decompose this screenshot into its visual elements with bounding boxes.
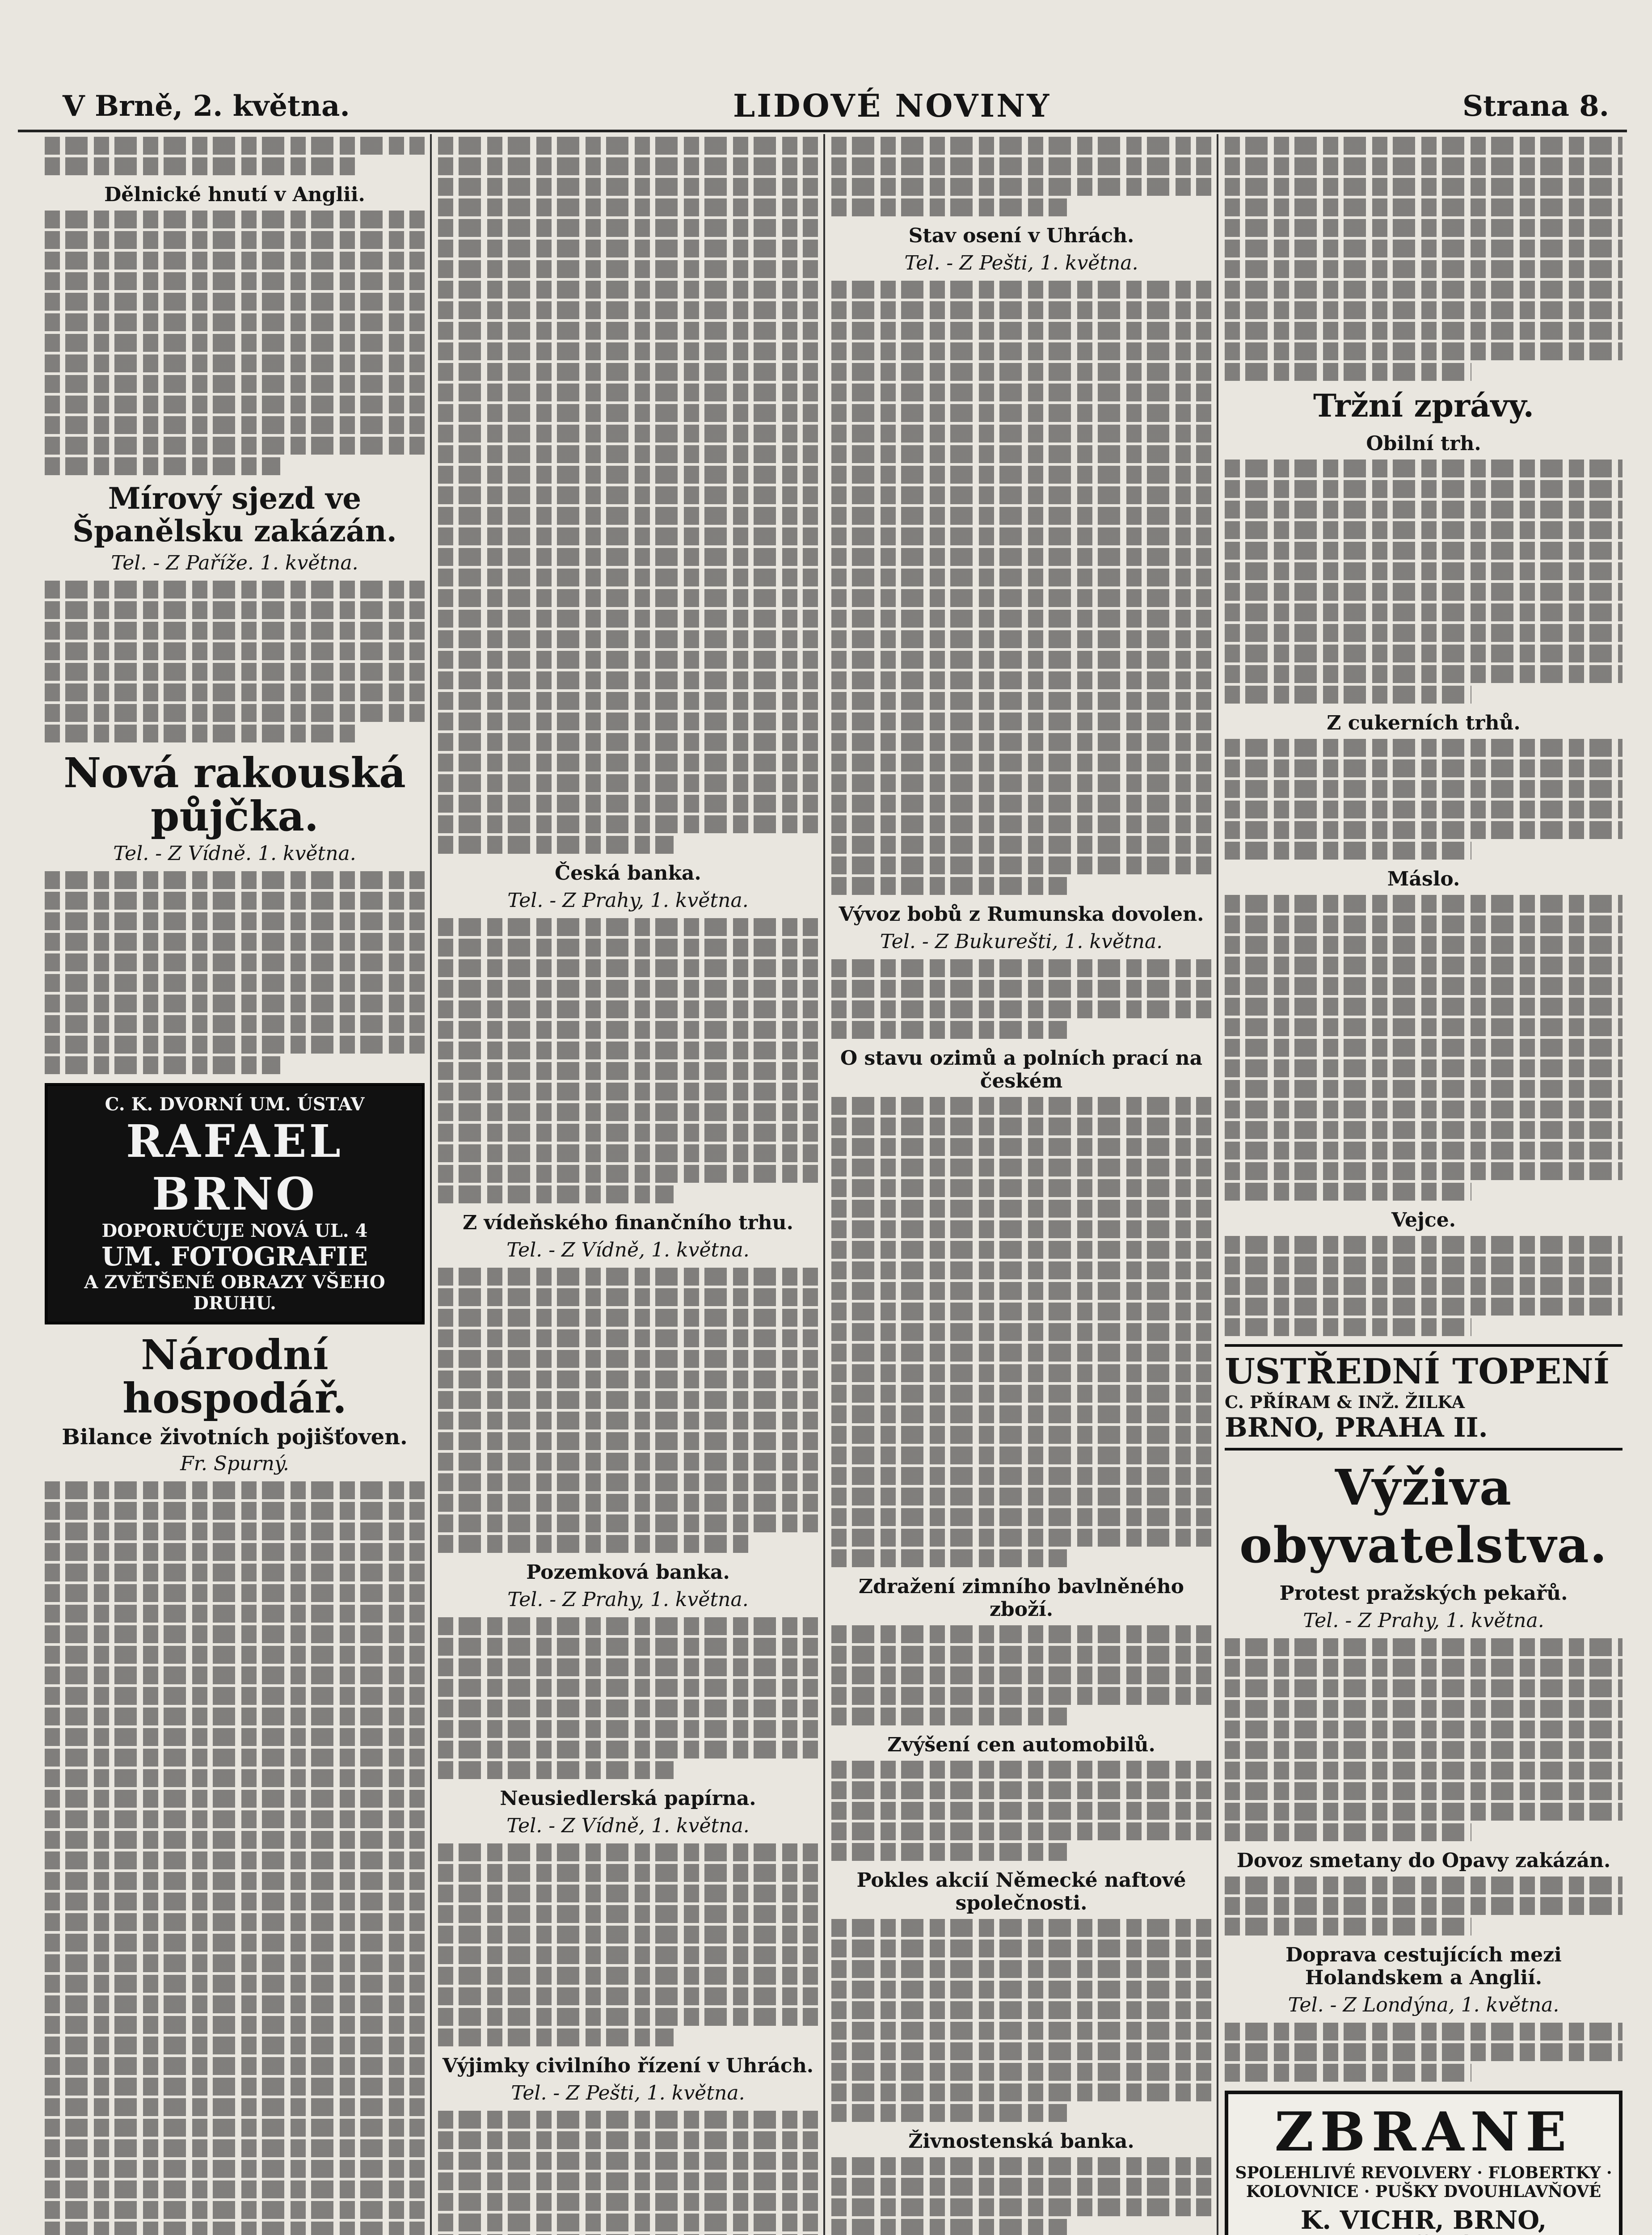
headline-doprava-holandsko: Doprava cestujících mezi Holandskem a Anglií. xyxy=(1285,1944,1562,1989)
advertisement-ustredni-topeni xyxy=(1225,1344,1622,1451)
dateline: Tel. - Z Pešti, 1. května. xyxy=(904,252,1138,274)
article-body xyxy=(831,959,1211,1039)
article-body xyxy=(438,137,818,854)
headline-ozimy: O stavu ozimů a polních prací na českém xyxy=(840,1047,1203,1092)
ad-line: C. PŘÍRAM & INŽ. ŽILKA xyxy=(1225,1392,1465,1412)
ad-line: DOPORUČUJE NOVÁ UL. 4 xyxy=(101,1220,368,1242)
dateline: Tel. - Z Prahy, 1. května. xyxy=(507,889,749,912)
article-body xyxy=(45,1481,425,2235)
headline-obilni-trh: Obilní trh. xyxy=(1366,432,1481,455)
article-body xyxy=(1225,1877,1622,1936)
column-2 xyxy=(438,134,818,2235)
column-rule xyxy=(430,134,432,2235)
headline-bilance: Bilance životních pojišťoven. xyxy=(62,1424,408,1450)
article-body xyxy=(831,1097,1211,1567)
headline-vyvoz-bobu: Vývoz bobů z Rumunska dovolen. xyxy=(839,903,1204,926)
headline-automobily: Zvýšení cen automobilů. xyxy=(887,1733,1155,1756)
article-body xyxy=(831,1625,1211,1725)
article-body xyxy=(438,1617,818,1779)
headline-cukerni-trhy: Z cukerních trhů. xyxy=(1327,712,1521,734)
ad-line: A ZVĚTŠENÉ OBRAZY VŠEHO DRUHU. xyxy=(84,1272,385,1314)
dateline: Tel. - Z Londýna, 1. května. xyxy=(1288,1994,1559,2016)
headline-vyjimky: Výjimky civilního řízení v Uhrách. xyxy=(442,2054,814,2077)
article-body xyxy=(438,918,818,1203)
headline-ceska-banka: Česká banka. xyxy=(555,862,701,885)
page-number: Strana 8. xyxy=(1462,89,1609,123)
headline-dovoz-smetany: Dovoz smetany do Opavy zakázán. xyxy=(1236,1849,1611,1872)
ad-line: BRNO, PRAHA II. xyxy=(1225,1412,1488,1443)
article-body xyxy=(831,1761,1211,1861)
dateline: Tel. - Z Vídně, 1. května. xyxy=(506,1239,750,1261)
headline-pokles-akcii: Pokles akcií Německé naftové společnosti. xyxy=(856,1869,1186,1915)
ad-line: C. K. DVORNÍ UM. ÚSTAV xyxy=(105,1094,365,1115)
headline-zdrazeni: Zdražení zimního bavlněného zboží. xyxy=(858,1575,1184,1621)
article-body xyxy=(438,1843,818,2046)
column-rule xyxy=(823,134,825,2235)
dateline: Tel. - Z Bukurešti, 1. května. xyxy=(880,930,1163,953)
article-body xyxy=(831,281,1211,895)
headline-delnicke-hnuti: Dělnické hnutí v Anglii. xyxy=(104,183,365,206)
dateline: Tel. - Z Vídně. 1. května. xyxy=(113,842,356,865)
article-body xyxy=(45,137,425,175)
column-rule xyxy=(1217,134,1218,2235)
section-narodni-hospodar: Národní hospodář. xyxy=(122,1331,347,1422)
masthead-title: LIDOVÉ NOVINY xyxy=(733,87,1051,124)
article-body xyxy=(831,137,1211,216)
article-body xyxy=(1225,1638,1622,1841)
column-1 xyxy=(45,134,425,2235)
header-date: V Brně, 2. května. xyxy=(63,89,350,123)
ad-heading: USTŘEDNÍ TOPENÍ xyxy=(1225,1351,1610,1392)
article-body xyxy=(1225,739,1622,860)
article-body xyxy=(45,581,425,742)
article-body xyxy=(1225,2023,1622,2082)
headline-zivnostenska: Živnostenská banka. xyxy=(908,2130,1134,2153)
article-body xyxy=(831,2157,1211,2235)
page-header xyxy=(18,0,1627,132)
article-body xyxy=(45,871,425,1074)
section-trzni-zpravy: Tržní zprávy. xyxy=(1313,387,1534,424)
ad-brand: RAFAEL BRNO xyxy=(126,1115,343,1221)
ad-line: SPOLEHLIVÉ REVOLVERY · FLOBERTKY · KOLOVNICE · PUŠKY DVOUHLAVŇOVÉ xyxy=(1235,2163,1612,2201)
advertisement-rafael xyxy=(45,1083,425,1324)
article-body xyxy=(831,1919,1211,2122)
article-body xyxy=(438,1268,818,1553)
ad-address: K. VICHR, BRNO, xyxy=(1300,2205,1547,2235)
dateline: Tel. - Z Prahy, 1. května. xyxy=(1303,1609,1544,1632)
section-vyziva-obyvatelstva: Výživa obyvatelstva. xyxy=(1239,1459,1608,1574)
ad-line: UM. FOTOGRAFIE xyxy=(101,1241,368,1272)
dateline: Tel. - Z Vídně, 1. května. xyxy=(506,1814,750,1837)
article-body xyxy=(1225,137,1622,381)
ad-heading: ZBRANE xyxy=(1274,2100,1573,2163)
article-body xyxy=(1225,1236,1622,1336)
headline-neusiedlerska: Neusiedlerská papírna. xyxy=(500,1787,756,1810)
headline-protest-pekaru: Protest pražských pekařů. xyxy=(1279,1582,1568,1605)
headline-nova-pujcka: Nová rakouská půjčka. xyxy=(63,749,406,840)
article-body xyxy=(45,211,425,475)
article-body xyxy=(1225,460,1622,704)
headline-stav-oseni: Stav osení v Uhrách. xyxy=(908,224,1134,247)
column-4 xyxy=(1225,134,1622,2235)
article-body xyxy=(1225,895,1622,1201)
dateline: Tel. - Z Paříže. 1. května. xyxy=(111,552,358,575)
article-body xyxy=(438,2111,818,2235)
column-3 xyxy=(831,134,1211,2235)
headline-vejce: Vejce. xyxy=(1391,1209,1456,1231)
headline-videnske-trhu: Z vídeňského finančního trhu. xyxy=(463,1211,793,1234)
advertisement-zbrane xyxy=(1225,2091,1622,2235)
headline-mirovy-sjezd: Mírový sjezd ve Španělsku zakázán. xyxy=(72,481,397,548)
dateline: Tel. - Z Prahy, 1. května. xyxy=(507,1588,749,1611)
headline-maslo: Máslo. xyxy=(1387,868,1460,890)
byline: Fr. Spurný. xyxy=(180,1452,289,1475)
dateline: Tel. - Z Pešti, 1. května. xyxy=(511,2082,745,2104)
headline-pozemkova-banka: Pozemková banka. xyxy=(526,1561,730,1584)
